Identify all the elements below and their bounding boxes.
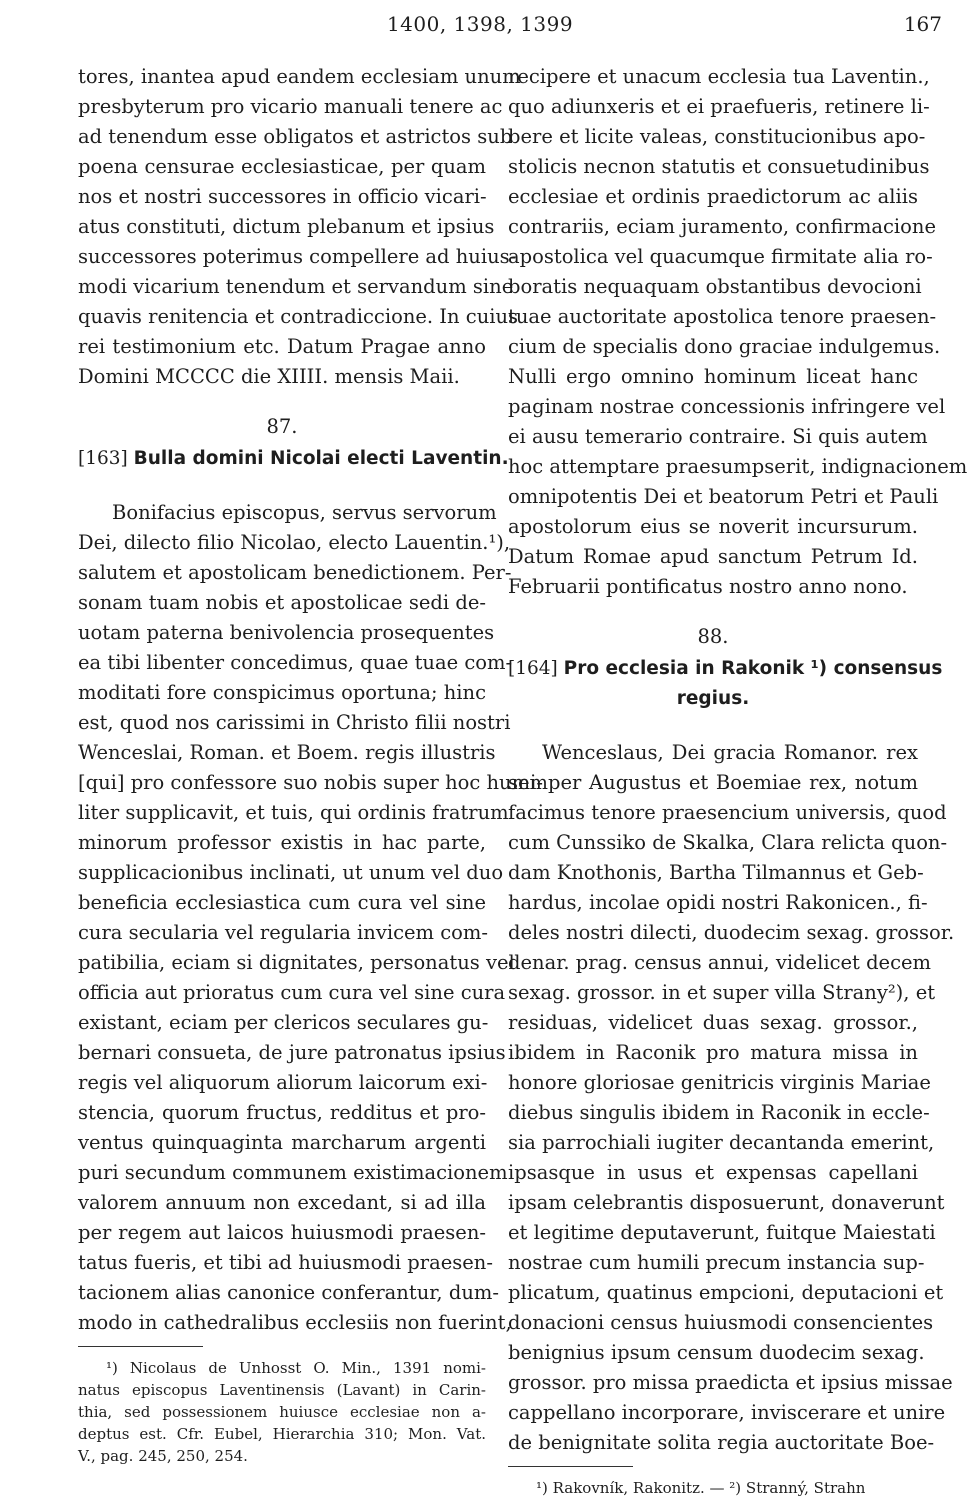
footnote-line: deptus est. Cfr. Eubel, Hierarchia 310; Mon. Vat. [78, 1425, 486, 1443]
text-line: moditati fore conspicimus oportuna; hinc [78, 681, 486, 704]
text-line: cum Cunssiko de Skalka, Clara relicta quon- [508, 831, 948, 854]
heading-title-cont: regius. [676, 688, 750, 709]
text-line: beneficia ecclesiastica cum cura vel sine [78, 891, 486, 914]
running-header-years: 1400, 1398, 1399 [386, 12, 574, 36]
footnote-divider [508, 1466, 633, 1467]
left-text-block-top [78, 62, 521, 392]
text-line: liter supplicavit, et tuis, qui ordinis fratrum [78, 801, 509, 824]
document-heading-164-cont [508, 684, 918, 714]
text-line: cium de specialis dono graciae indulgemus. [508, 335, 941, 358]
document-heading-163 [78, 444, 509, 474]
text-line: boratis nequaquam obstantibus devocioni [508, 275, 922, 298]
text-line: ventus quinquaginta marcharum argenti [78, 1131, 486, 1154]
text-line: rei testimonium etc. Datum Pragae anno [78, 335, 486, 358]
text-line: sia parrochiali iugiter decantanda emerint, [508, 1131, 935, 1154]
text-line: atus constituti, dictum plebanum et ipsius [78, 215, 495, 238]
text-line: recipere et unacum ecclesia tua Laventin., [508, 65, 930, 88]
text-line: de benignitate solita regia auctoritate Boe- [508, 1431, 935, 1454]
text-line: Datum Romae apud sanctum Petrum Id. [508, 545, 918, 568]
document-number-88: 88. [697, 625, 729, 648]
text-line: ecclesiae et ordinis praedictorum ac aliis [508, 185, 918, 208]
document-number-87: 87. [266, 415, 298, 438]
text-line: nos et nostri successores in officio vicari- [78, 185, 487, 208]
text-line: bernari consueta, de jure patronatus ipsius [78, 1041, 506, 1064]
footnote-line: ¹) Rakovník, Rakonitz. — ²) Stranný, Strahn [536, 1479, 866, 1497]
text-line: salutem et apostolicam benedictionem. Per- [78, 561, 512, 584]
text-line: Nulli ergo omnino hominum liceat hanc [508, 365, 918, 388]
text-line: apostolorum eius se noverit incursurum. [508, 515, 918, 538]
heading-title: Bulla domini Nicolai electi Laventin. [133, 448, 509, 469]
text-line: Februarii pontificatus nostro anno nono. [508, 575, 908, 598]
text-line: patibilia, eciam si dignitates, personatus vel [78, 951, 515, 974]
text-line: facimus tenore praesencium universis, quod [508, 801, 947, 824]
footnote-line: ¹) Nicolaus de Unhosst O. Min., 1391 nomi- [106, 1359, 486, 1377]
text-line: Wenceslaus, Dei gracia Romanor. rex [542, 741, 918, 764]
text-line: cappellano incorporare, inviscerare et unire [508, 1401, 946, 1424]
text-line: tuae auctoritate apostolica tenore praesen- [508, 305, 937, 328]
text-line: modi vicarium tenendum et servandum sine [78, 275, 514, 298]
heading-ref: [164] [508, 658, 558, 679]
text-line: grossor. pro missa praedicta et ipsius missae [508, 1371, 953, 1394]
text-line: ea tibi libenter concedimus, quae tuae com- [78, 651, 513, 674]
text-line: denar. prag. census annui, videlicet decem [508, 951, 932, 974]
text-line: nostrae cum humili precum instancia sup- [508, 1251, 925, 1274]
page-number: 167 [903, 12, 942, 36]
footnote-line: V., pag. 245, 250, 254. [78, 1447, 248, 1465]
text-line: benignius ipsum censum duodecim sexag. [508, 1341, 925, 1364]
text-line: minorum professor existis in hac parte, [78, 831, 486, 854]
text-line: Domini MCCCC die XIIII. mensis Maii. [78, 365, 460, 388]
text-line: donacioni census huiusmodi consencientes [508, 1311, 934, 1334]
text-line: ipsasque in usus et expensas capellani [508, 1161, 918, 1184]
text-line: dam Knothonis, Bartha Tilmannus et Geb- [508, 861, 924, 884]
right-footnote [508, 1477, 918, 1499]
text-line: tores, inantea apud eandem ecclesiam unum [78, 65, 521, 88]
text-line: et legitime deputaverunt, fuitque Maiestati [508, 1221, 936, 1244]
text-line: ipsam celebrantis disposuerunt, donaverunt [508, 1191, 945, 1214]
text-line: sonam tuam nobis et apostolicae sedi de- [78, 591, 486, 614]
left-footnote [78, 1357, 486, 1467]
text-line: hardus, incolae opidi nostri Rakonicen., fi- [508, 891, 928, 914]
right-text-block-top [508, 62, 967, 602]
text-line: per regem aut laicos huiusmodi praesen- [78, 1221, 486, 1244]
footnote-line: thia, sed possessionem huiusce ecclesiae non a- [78, 1403, 486, 1421]
text-line: [qui] pro confessore suo nobis super hoc humi- [78, 771, 543, 794]
footnote-line: natus episcopus Laventinensis (Lavant) in Carin- [78, 1381, 486, 1399]
text-line: Wenceslai, Roman. et Boem. regis illustris [78, 741, 496, 764]
text-line: honore gloriosae genitricis virginis Mariae [508, 1071, 931, 1094]
text-line: stencia, quorum fructus, redditus et pro- [78, 1101, 486, 1124]
text-line: poena censurae ecclesiasticae, per quam [78, 155, 486, 178]
text-line: plicatum, quatinus empcioni, deputacioni et [508, 1281, 944, 1304]
text-line: apostolica vel quacumque firmitate alia ro- [508, 245, 933, 268]
text-line: tatus fueris, et tibi ad huiusmodi praesen- [78, 1251, 493, 1274]
text-line: presbyterum pro vicario manuali tenere ac [78, 95, 503, 118]
text-line: est, quod nos carissimi in Christo filii nostri [78, 711, 511, 734]
text-line: puri secundum communem existimacionem [78, 1161, 508, 1184]
text-line: supplicacionibus inclinati, ut unum vel duo [78, 861, 504, 884]
heading-title: Pro ecclesia in Rakonik ¹) consensus [563, 658, 943, 679]
text-line: existant, eciam per clericos seculares gu- [78, 1011, 489, 1034]
text-line: tacionem alias canonice conferantur, dum- [78, 1281, 499, 1304]
right-text-block-body [508, 738, 955, 1458]
right-column [508, 62, 967, 1499]
text-line: omnipotentis Dei et beatorum Petri et Pauli [508, 485, 939, 508]
text-line: residuas, videlicet duas sexag. grossor., [508, 1011, 918, 1034]
text-line: uotam paterna benivolencia prosequentes [78, 621, 495, 644]
text-line: ei ausu temerario contraire. Si quis autem [508, 425, 928, 448]
text-line: sexag. grossor. in et super villa Strany²), et [508, 981, 936, 1004]
text-line: regis vel aliquorum aliorum laicorum exi- [78, 1071, 488, 1094]
text-line: ad tenendum esse obligatos et astrictos sub [78, 125, 513, 148]
document-heading-164 [508, 654, 943, 684]
heading-ref: [163] [78, 448, 128, 469]
text-line: successores poterimus compellere ad huius- [78, 245, 517, 268]
text-line: deles nostri dilecti, duodecim sexag. grossor. [508, 921, 955, 944]
text-line: contrariis, eciam juramento, confirmacione [508, 215, 936, 238]
text-line: quavis renitencia et contradiccione. In cuius [78, 305, 519, 328]
text-line: paginam nostrae concessionis infringere vel [508, 395, 946, 418]
text-line: hoc attemptare praesumpserit, indignacionem [508, 455, 967, 478]
text-line: stolicis necnon statutis et consuetudinibus [508, 155, 930, 178]
text-line: valorem annuum non excedant, si ad illa [78, 1191, 486, 1214]
text-line: Dei, dilecto filio Nicolao, electo Lauentin.¹), [78, 531, 511, 554]
text-line: semper Augustus et Boemiae rex, notum [508, 771, 918, 794]
text-line: Bonifacius episcopus, servus servorum [112, 501, 497, 524]
footnote-divider [78, 1346, 203, 1347]
text-line: bere et licite valeas, constitucionibus apo- [508, 125, 926, 148]
text-line: officia aut prioratus cum cura vel sine cura [78, 981, 506, 1004]
text-line: cura secularia vel regularia invicem com- [78, 921, 488, 944]
text-line: diebus singulis ibidem in Raconik in eccle- [508, 1101, 930, 1124]
text-line: modo in cathedralibus ecclesiis non fuerint, [78, 1311, 512, 1334]
text-line: ibidem in Raconik pro matura missa in [508, 1041, 918, 1064]
text-line: quo adiunxeris et ei praefueris, retinere li- [508, 95, 930, 118]
